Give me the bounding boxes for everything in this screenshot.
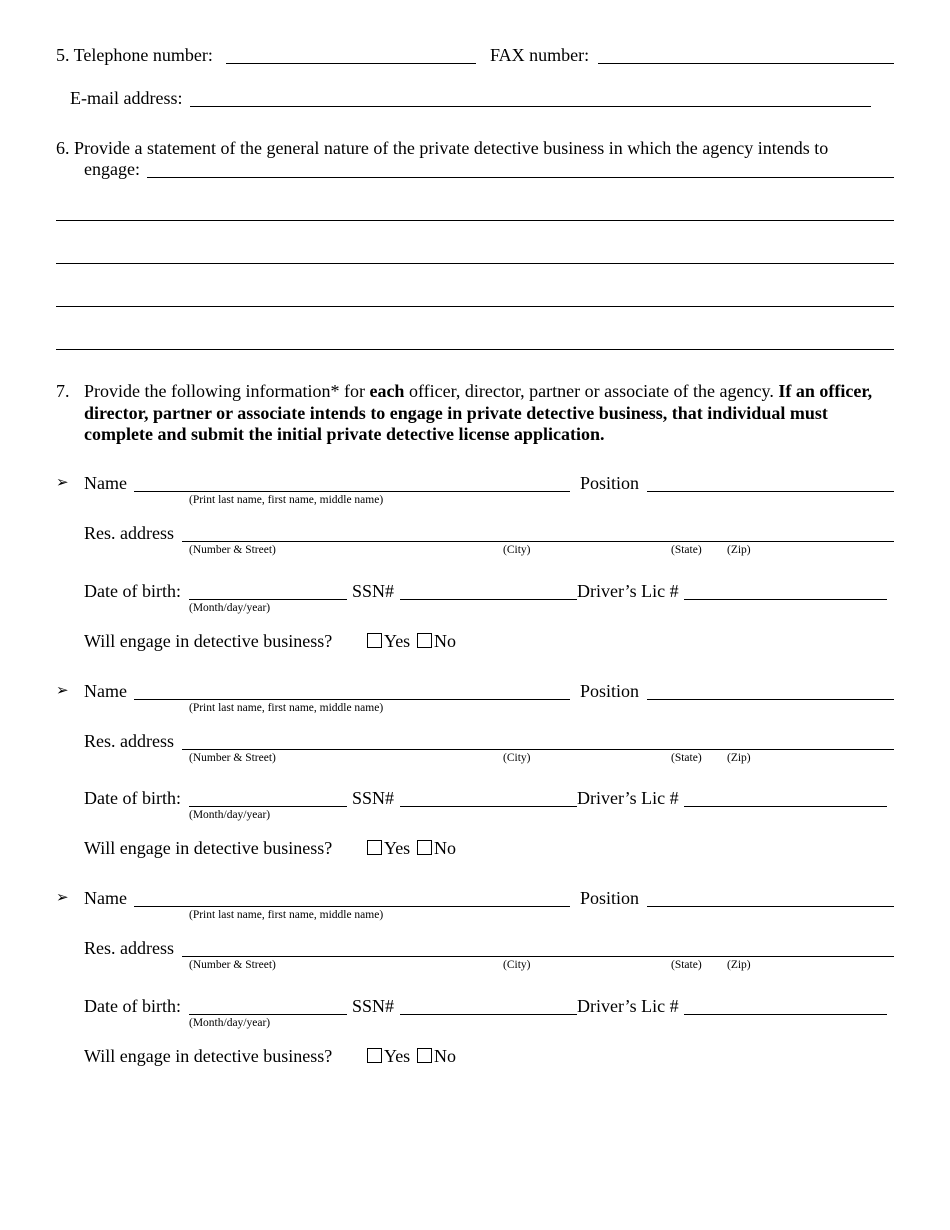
city-hint: (City) xyxy=(503,959,531,971)
res-address-field[interactable] xyxy=(182,749,894,750)
zip-hint: (Zip) xyxy=(727,544,751,556)
dob-hint: (Month/day/year) xyxy=(189,1017,271,1029)
ssn-label: SSN# xyxy=(352,788,395,808)
state-hint: (State) xyxy=(671,959,702,971)
res-address-label: Res. address xyxy=(84,938,174,958)
dl-field[interactable] xyxy=(684,806,887,807)
street-hint: (Number & Street) xyxy=(189,544,276,556)
arrow-bullet-icon: ➢ xyxy=(56,683,69,699)
engage-label: Will engage in detective business? xyxy=(84,838,333,858)
street-hint: (Number & Street) xyxy=(189,959,276,971)
name-field[interactable] xyxy=(134,491,570,492)
position-label: Position xyxy=(580,681,640,701)
name-label: Name xyxy=(84,888,127,908)
dl-label: Driver’s Lic # xyxy=(577,996,679,1016)
res-address-label: Res. address xyxy=(84,523,174,543)
city-hint: (City) xyxy=(503,752,531,764)
engage-label: Will engage in detective business? xyxy=(84,1046,333,1066)
yes-label: Yes xyxy=(384,631,411,651)
name-hint: (Print last name, first name, middle name) xyxy=(189,909,384,921)
position-label: Position xyxy=(580,473,640,493)
no-option[interactable] xyxy=(417,839,456,857)
name-field[interactable] xyxy=(134,906,570,907)
dob-field[interactable] xyxy=(189,1014,347,1015)
city-hint: (City) xyxy=(503,544,531,556)
dl-label: Driver’s Lic # xyxy=(577,581,679,601)
zip-hint: (Zip) xyxy=(727,959,751,971)
res-address-field[interactable] xyxy=(182,541,894,542)
dob-hint: (Month/day/year) xyxy=(189,809,271,821)
ssn-field[interactable] xyxy=(400,806,577,807)
position-field[interactable] xyxy=(647,906,894,907)
name-hint: (Print last name, first name, middle name) xyxy=(189,494,384,506)
no-checkbox[interactable] xyxy=(417,840,432,855)
dl-label: Driver’s Lic # xyxy=(577,788,679,808)
position-field[interactable] xyxy=(647,699,894,700)
q6-answer-line-4[interactable] xyxy=(56,306,894,307)
dob-hint: (Month/day/year) xyxy=(189,602,271,614)
telephone-field[interactable] xyxy=(226,63,476,64)
yes-label: Yes xyxy=(384,838,411,858)
no-label: No xyxy=(434,1046,456,1066)
q6-text-line2: engage: xyxy=(84,159,140,179)
zip-hint: (Zip) xyxy=(727,752,751,764)
q6-text-line1: 6. Provide a statement of the general nature of the private detective business in which the agency intends to xyxy=(56,138,829,158)
no-label: No xyxy=(434,631,456,651)
no-option[interactable] xyxy=(417,1047,456,1065)
email-field[interactable] xyxy=(190,106,871,107)
fax-field[interactable] xyxy=(598,63,894,64)
q7-number: 7. xyxy=(56,381,70,401)
name-hint: (Print last name, first name, middle name) xyxy=(189,702,384,714)
q6-answer-line-1[interactable] xyxy=(147,177,894,178)
yes-checkbox[interactable] xyxy=(367,1048,382,1063)
dl-field[interactable] xyxy=(684,1014,887,1015)
ssn-label: SSN# xyxy=(352,996,395,1016)
q6-answer-line-2[interactable] xyxy=(56,220,894,221)
res-address-label: Res. address xyxy=(84,731,174,751)
yes-option[interactable] xyxy=(367,839,410,857)
yes-label: Yes xyxy=(384,1046,411,1066)
yes-checkbox[interactable] xyxy=(367,633,382,648)
fax-label: FAX number: xyxy=(490,45,590,65)
position-label: Position xyxy=(580,888,640,908)
telephone-label: 5. Telephone number: xyxy=(56,45,213,65)
yes-checkbox[interactable] xyxy=(367,840,382,855)
ssn-field[interactable] xyxy=(400,599,577,600)
state-hint: (State) xyxy=(671,544,702,556)
ssn-label: SSN# xyxy=(352,581,395,601)
engage-label: Will engage in detective business? xyxy=(84,631,333,651)
yes-option[interactable] xyxy=(367,1047,410,1065)
res-address-field[interactable] xyxy=(182,956,894,957)
dob-field[interactable] xyxy=(189,806,347,807)
arrow-bullet-icon: ➢ xyxy=(56,890,69,906)
no-checkbox[interactable] xyxy=(417,633,432,648)
q6-answer-line-5[interactable] xyxy=(56,349,894,350)
q7-instructions xyxy=(84,381,884,446)
no-label: No xyxy=(434,838,456,858)
q7-text-pre: Provide the following information* for xyxy=(84,381,370,401)
q6-answer-line-3[interactable] xyxy=(56,263,894,264)
officer-entry-3 xyxy=(0,889,950,1079)
q7-text-bold: If an officer, director, partner or associate intends to engage in private detective business, that individual must complete and submit the initial private detective license application. xyxy=(84,381,873,444)
name-field[interactable] xyxy=(134,699,570,700)
no-option[interactable] xyxy=(417,632,456,650)
q7-text-mid: officer, director, partner or associate of the agency. xyxy=(404,381,779,401)
ssn-field[interactable] xyxy=(400,1014,577,1015)
state-hint: (State) xyxy=(671,752,702,764)
position-field[interactable] xyxy=(647,491,894,492)
arrow-bullet-icon: ➢ xyxy=(56,475,69,491)
q7-text-each: each xyxy=(369,381,405,401)
dl-field[interactable] xyxy=(684,599,887,600)
dob-label: Date of birth: xyxy=(84,581,181,601)
dob-label: Date of birth: xyxy=(84,996,181,1016)
officer-entry-1 xyxy=(0,474,950,664)
officer-entry-2 xyxy=(0,682,950,872)
yes-option[interactable] xyxy=(367,632,410,650)
no-checkbox[interactable] xyxy=(417,1048,432,1063)
name-label: Name xyxy=(84,473,127,493)
email-label: E-mail address: xyxy=(70,88,183,108)
dob-label: Date of birth: xyxy=(84,788,181,808)
name-label: Name xyxy=(84,681,127,701)
street-hint: (Number & Street) xyxy=(189,752,276,764)
dob-field[interactable] xyxy=(189,599,347,600)
